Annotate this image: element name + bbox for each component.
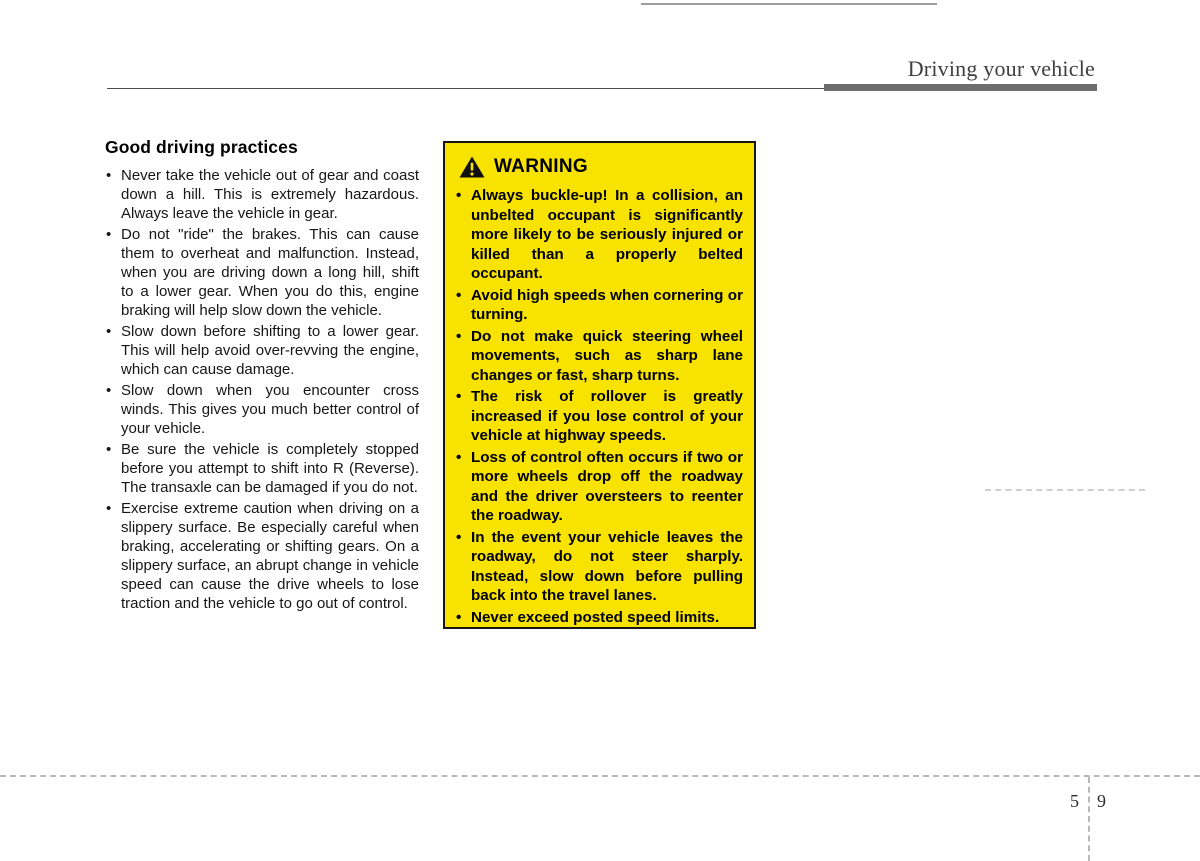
- warning-title: WARNING: [494, 156, 588, 177]
- warning-list-item: • Loss of control often occurs if two or more wheels drop off the roadway and the driver oversteers to reenter the roadway.: [456, 448, 743, 526]
- mid-right-dashed-artifact: [985, 489, 1145, 491]
- warning-list-item: • Never exceed posted speed limits.: [456, 608, 743, 628]
- list-item: • Do not "ride" the brakes. This can cause them to overheat and malfunction. Instead, when you are driving down a long hill, shift to a lower gear. When you do this, engine braking will help slow down the vehicle.: [105, 225, 419, 320]
- page-number: 9: [1097, 791, 1106, 811]
- list-item: • Never take the vehicle out of gear and coast down a hill. This is extremely hazardous. Always leave the vehicle in gear.: [105, 166, 419, 223]
- warning-triangle-icon: [459, 156, 485, 178]
- page-header-title: Driving your vehicle: [907, 56, 1095, 81]
- warning-list: [456, 186, 743, 627]
- warning-list-item: • The risk of rollover is greatly increased if you lose control of your vehicle at highway speeds.: [456, 387, 743, 446]
- list-item: • Slow down before shifting to a lower gear. This will help avoid over-revving the engine, which can cause damage.: [105, 322, 419, 379]
- chapter-number: 5: [1070, 791, 1079, 811]
- good-driving-practices-section: [105, 137, 419, 615]
- list-item: • Be sure the vehicle is completely stopped before you attempt to shift into R (Reverse). The transaxle can be damaged if you do not.: [105, 440, 419, 497]
- warning-title-row: [456, 156, 743, 178]
- list-item: • Slow down when you encounter cross winds. This gives you much better control of your vehicle.: [105, 381, 419, 438]
- warning-list-item: • In the event your vehicle leaves the roadway, do not steer sharply. Instead, slow down before pulling back into the travel lanes.: [456, 528, 743, 606]
- page-number-divider: [1088, 777, 1090, 861]
- warning-list-item: • Avoid high speeds when cornering or turning.: [456, 286, 743, 325]
- good-driving-practices-list: [105, 166, 419, 613]
- list-item: • Exercise extreme caution when driving on a slippery surface. Be especially careful when braking, accelerating or shifting gears. On a slippery surface, an abrupt change in vehicle speed can cause the drive wheels to lose traction and the vehicle to go out of control.: [105, 499, 419, 613]
- warning-list-item: • Always buckle-up! In a collision, an unbelted occupant is significantly more likely to be seriously injured or killed than a properly belted occupant.: [456, 186, 743, 284]
- top-edge-artifact-line: [641, 3, 937, 5]
- warning-box: [443, 141, 756, 629]
- footer-dashed-rule: [0, 775, 1200, 777]
- warning-list-item: • Do not make quick steering wheel movements, such as sharp lane changes or fast, sharp turns.: [456, 327, 743, 386]
- section-heading: Good driving practices: [105, 137, 298, 157]
- header-rule-thick: [824, 84, 1097, 91]
